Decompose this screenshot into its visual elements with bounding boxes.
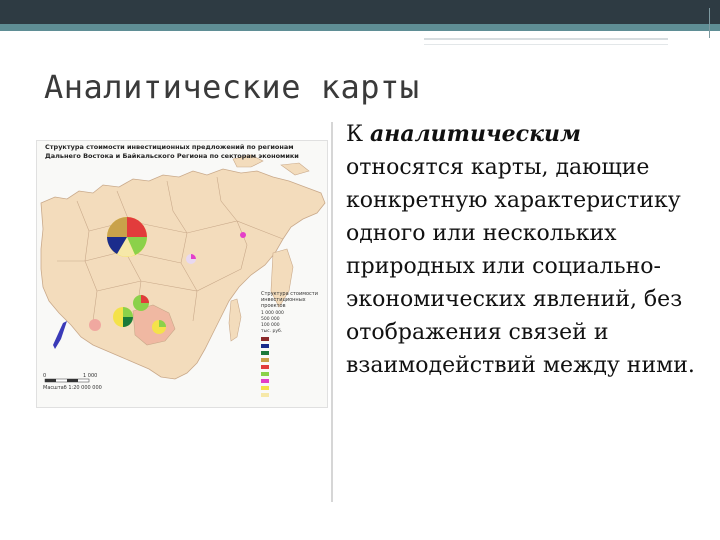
scale-max: 1 000 bbox=[83, 373, 98, 379]
legend-title: Структура стоимости инвестиционных проектов bbox=[261, 291, 318, 309]
arctic-island bbox=[281, 163, 309, 175]
legend-row bbox=[261, 370, 323, 377]
legend-swatch bbox=[261, 344, 269, 348]
legend-row bbox=[261, 391, 323, 398]
legend-rows bbox=[261, 335, 323, 398]
scale-bar-segment bbox=[45, 379, 56, 382]
body-rest: относятся карты, дающие конкретную характеристику одного или нескольких природных или социально-экономических явлений, без отображения связей и взаимодействий между ними. bbox=[346, 155, 695, 378]
pie-chart-large bbox=[107, 217, 147, 257]
body-emphasis: аналитическим bbox=[370, 121, 581, 147]
legend-value: 1 000 000 bbox=[261, 311, 284, 316]
pie-chart-medium bbox=[113, 307, 133, 327]
legend-swatch bbox=[261, 386, 269, 390]
scale-bar-segment bbox=[67, 379, 78, 382]
pie-chart-small bbox=[240, 232, 246, 238]
slide-title: Аналитические карты bbox=[44, 68, 420, 106]
vertical-divider bbox=[331, 122, 333, 502]
legend-value: 500 000 bbox=[261, 317, 280, 322]
legend-row bbox=[261, 349, 323, 356]
legend-swatch bbox=[261, 379, 269, 383]
map-legend bbox=[261, 291, 323, 398]
pie-chart-small bbox=[152, 320, 166, 334]
legend-row bbox=[261, 342, 323, 349]
scale-label: Масштаб 1:20 000 000 bbox=[43, 385, 102, 391]
pie-chart-small bbox=[89, 319, 101, 331]
legend-row bbox=[261, 384, 323, 391]
legend-unit: тыс. руб. bbox=[261, 329, 283, 334]
right-accent-line bbox=[709, 8, 710, 38]
map-caption: Структура стоимости инвестиционных предложений по регионам Дальнего Востока и Байкальского Региона по секторам экономики bbox=[45, 143, 299, 160]
scale-zero: 0 bbox=[43, 373, 47, 379]
legend-row bbox=[261, 335, 323, 342]
top-bar bbox=[0, 0, 720, 24]
slide-body-text bbox=[346, 118, 696, 382]
legend-swatch bbox=[261, 372, 269, 376]
top-accent-line bbox=[424, 44, 668, 45]
body-prefix: К bbox=[346, 122, 371, 147]
legend-swatch bbox=[261, 365, 269, 369]
top-accent-line bbox=[424, 38, 668, 40]
legend-swatch bbox=[261, 337, 269, 341]
legend-swatch bbox=[261, 351, 269, 355]
top-bar-accent bbox=[0, 24, 720, 31]
legend-swatch bbox=[261, 393, 269, 397]
legend-row bbox=[261, 356, 323, 363]
pie-chart-small bbox=[186, 254, 196, 264]
legend-row bbox=[261, 377, 323, 384]
legend-row bbox=[261, 363, 323, 370]
pie-chart-small bbox=[133, 295, 149, 311]
legend-value: 100 000 bbox=[261, 323, 280, 328]
lake-baikal bbox=[53, 321, 67, 349]
sakhalin bbox=[229, 299, 241, 341]
analytic-map-figure bbox=[36, 140, 328, 408]
legend-swatch bbox=[261, 358, 269, 362]
